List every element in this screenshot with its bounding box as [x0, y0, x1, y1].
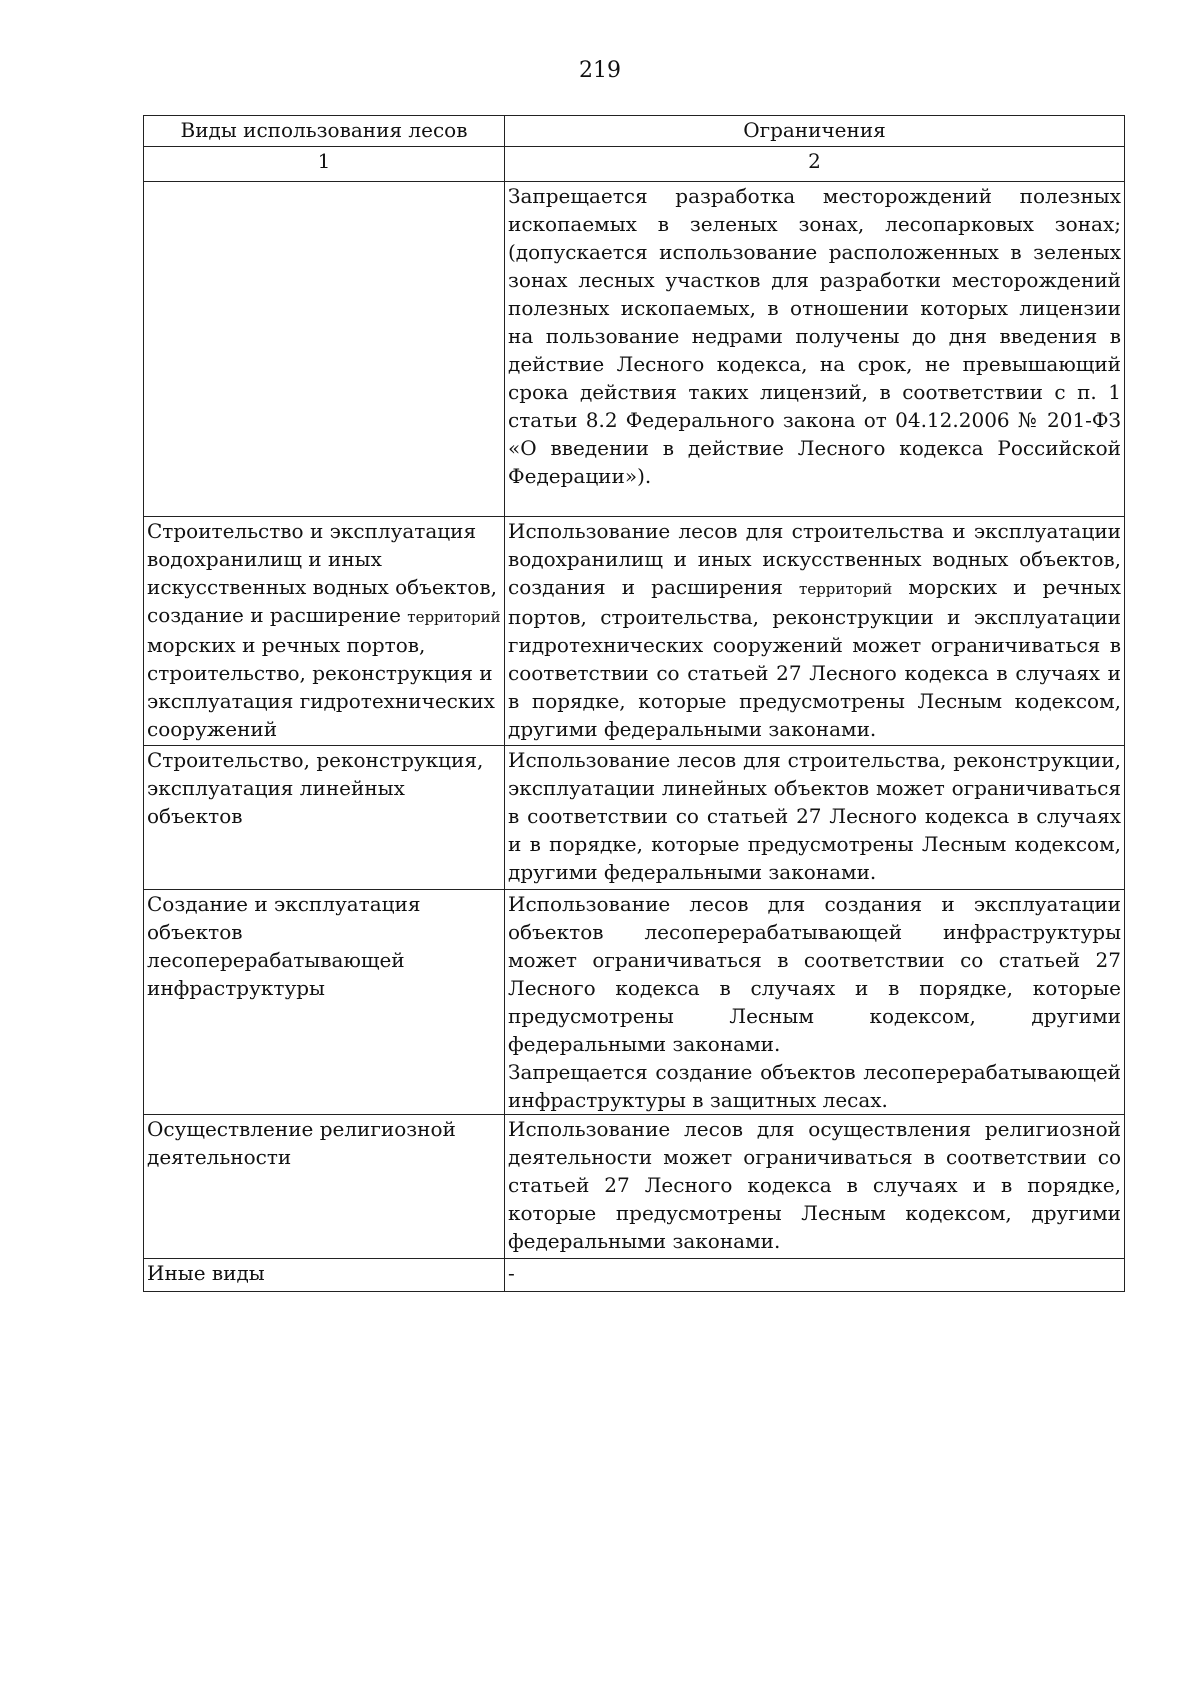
column-number-2: 2: [505, 147, 1125, 182]
table-row: [144, 182, 1125, 517]
restriction-cell: [505, 890, 1125, 1115]
restriction-cell: Использование лесов для осуществления религиозной деятельности может ограничиваться в соответствии со статьей 27 Лесного кодекса в случаях и в порядке, которые предусмотрены Лесным кодексом, другими федеральными законами.: [505, 1115, 1125, 1259]
table-row: [144, 1115, 1125, 1259]
use-type-cell: Иные виды: [144, 1259, 505, 1292]
column-header-use-types: Виды использования лесов: [144, 116, 505, 147]
restriction-cell: [505, 517, 1125, 746]
use-type-cell: [144, 517, 505, 746]
table-row: [144, 746, 1125, 890]
column-number-1: 1: [144, 147, 505, 182]
restriction-paragraph: Запрещается создание объектов лесоперерабатывающей инфраструктуры в защитных лесах.: [508, 1060, 1121, 1112]
restriction-cell: Использование лесов для строительства, реконструкции, эксплуатации линейных объектов может ограничиваться в соответствии со статьей 27 Лесного кодекса в случаях и в порядке, которые предусмотрены Лесным кодексом, другими федеральными законами.: [505, 746, 1125, 890]
use-type-text-small: территорий: [407, 608, 501, 626]
restriction-text: Использование лесов для строительства и эксплуатации водохранилищ и иных искусственных водных объектов, создания и расширения: [508, 519, 1121, 599]
use-type-cell: [144, 182, 505, 517]
forest-use-restrictions-table: [143, 115, 1125, 1292]
table-row: [144, 890, 1125, 1115]
restriction-text: морских и речных портов, строительства, реконструкции и эксплуатации гидротехнических сооружений может ограничиваться в соответствии со статьей 27 Лесного кодекса в случаях и в порядке, которые предусмотрены Лесным кодексом, другими федеральными законами.: [508, 575, 1121, 741]
page-number: 219: [579, 58, 621, 83]
use-type-text: Строительство и эксплуатация водохранилищ и иных искусственных водных объектов, создание и расширение: [147, 519, 497, 627]
use-type-cell: Создание и эксплуатация объектов лесоперерабатывающей инфраструктуры: [144, 890, 505, 1115]
column-number-row: [144, 147, 1125, 182]
restriction-cell: -: [505, 1259, 1125, 1292]
use-type-cell: Осуществление религиозной деятельности: [144, 1115, 505, 1259]
column-header-restrictions: Ограничения: [505, 116, 1125, 147]
restriction-paragraph: Использование лесов для создания и эксплуатации объектов лесоперерабатывающей инфраструктуры может ограничиваться в соответствии со статьей 27 Лесного кодекса в случаях и в порядке, которые предусмотрены Лесным кодексом, другими федеральными законами.: [508, 892, 1121, 1056]
restriction-text-small: территорий: [799, 580, 893, 598]
use-type-text: морских и речных портов, строительство, реконструкция и эксплуатация гидротехнических сооружений: [147, 633, 495, 741]
table-header-row: [144, 116, 1125, 147]
table-row: [144, 1259, 1125, 1292]
use-type-cell: Строительство, реконструкция, эксплуатация линейных объектов: [144, 746, 505, 890]
restriction-cell: Запрещается разработка месторождений полезных ископаемых в зеленых зонах, лесопарковых зонах; (допускается использование расположенных в зеленых зонах лесных участков для разработки месторождений полезных ископаемых, в отношении которых лицензии на пользование недрами получены до дня введения в действие Лесного кодекса, на срок, не превышающий срока действия таких лицензий, в соответствии с п. 1 статьи 8.2 Федерального закона от 04.12.2006 № 201-ФЗ «О введении в действие Лесного кодекса Российской Федерации»).: [505, 182, 1125, 517]
table-row: [144, 517, 1125, 746]
